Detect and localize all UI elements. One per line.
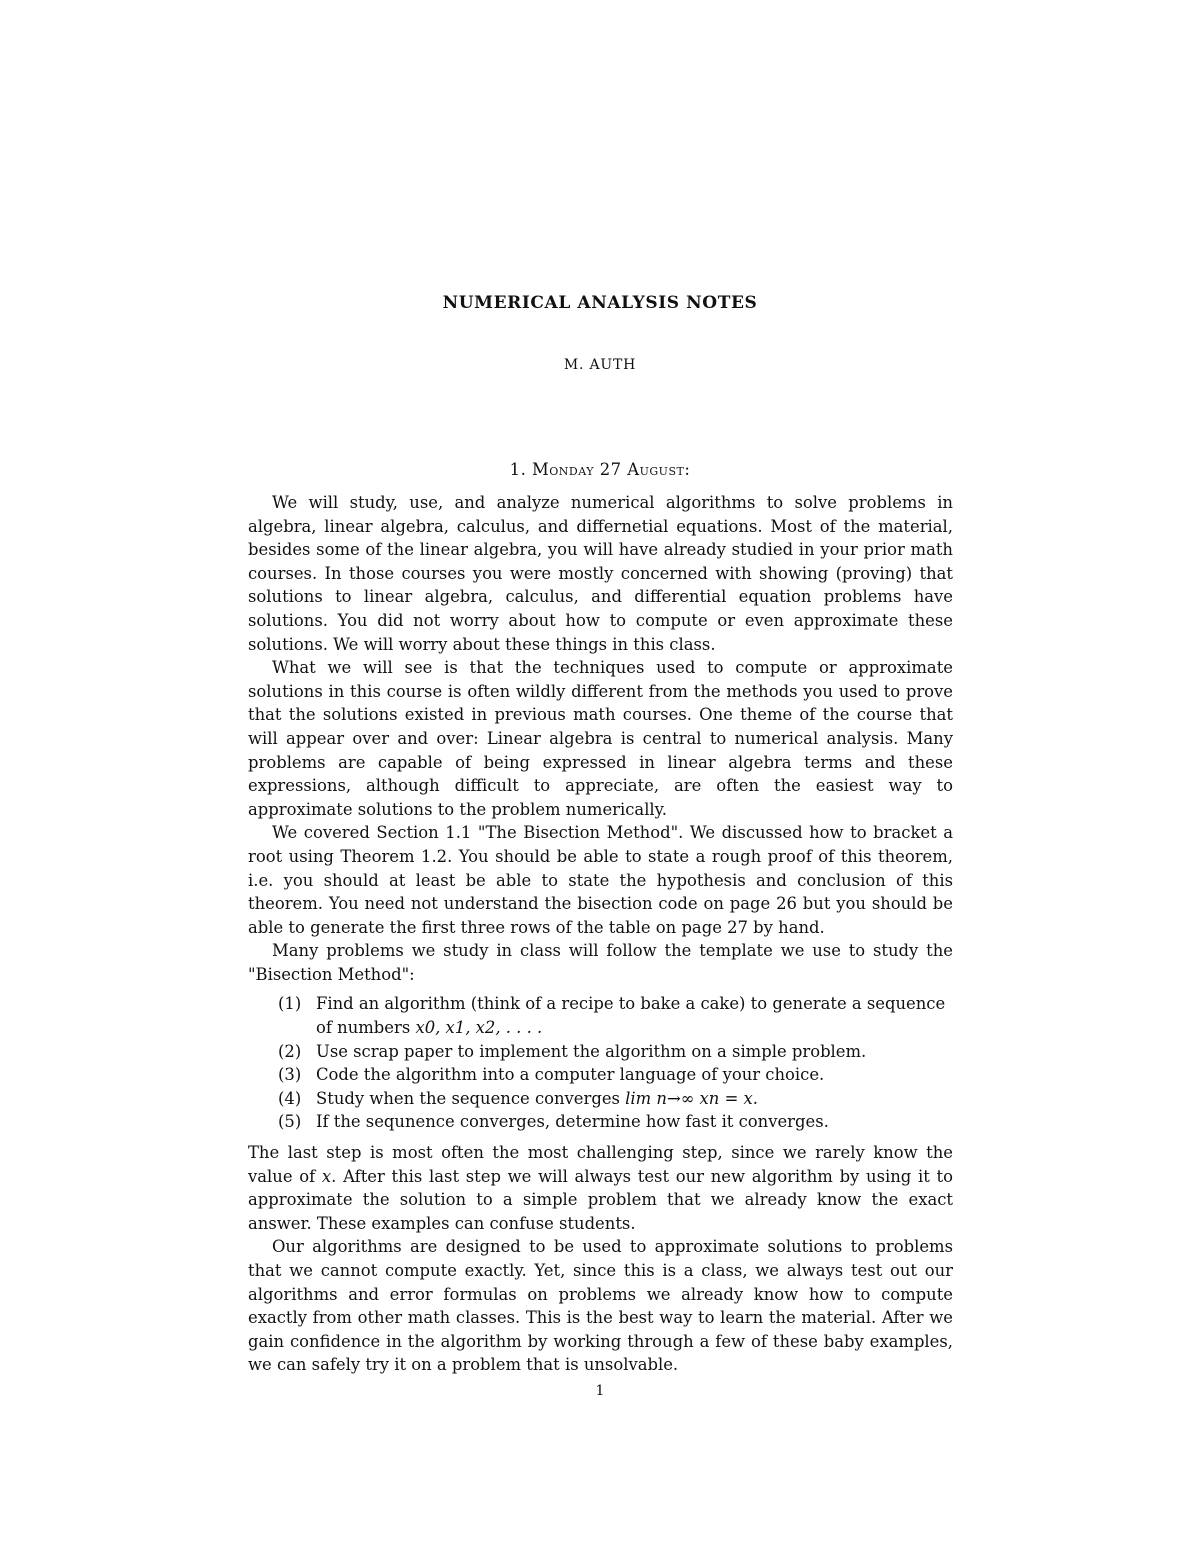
section-number: 1. (509, 460, 527, 479)
paragraph: Many problems we study in class will follow the template we use to study the "Bisection Method": (248, 941, 953, 984)
paragraph: We covered Section 1.1 "The Bisection Method". We discussed how to bracket a root using Theorem 1.2. You should be able to state a rough proof of this theorem, i.e. you should at least be able to state the hypothesis and conclusion of this theorem. You need not understand the bisection code on page 26 but you should be able to generate the first three rows of the table on page 27 by hand. (248, 823, 953, 937)
list-item-number: (2) (278, 1041, 302, 1061)
list-item-text: Code the algorithm into a computer language of your choice. (316, 1065, 825, 1085)
list-item-text: Study when the sequence converges (316, 1088, 620, 1108)
page-number: 1 (595, 1383, 605, 1399)
list-item (248, 1087, 953, 1111)
body-text (248, 491, 953, 1377)
paragraph-text: . After this last step we will always test our new algorithm by using it to approximate the solution to a simple problem that we already know the exact answer. These examples can confuse students. (248, 1166, 953, 1233)
paragraph: Our algorithms are designed to be used to approximate solutions to problems that we cannot compute exactly. Yet, since this is a class, we always test out our algorithms and error formulas on problems we already know how to compute exactly from other math classes. This is the best way to learn the material. After we gain confidence in the algorithm by working through a few of these baby examples, we can safely try it on a problem that is unsolvable. (248, 1237, 953, 1375)
list-item-number: (4) (278, 1088, 302, 1108)
list-item-text: Find an algorithm (think of a recipe to bake a cake) to generate a sequence of numbers (316, 994, 946, 1038)
list-item-number: (5) (278, 1112, 302, 1132)
section-title: Monday 27 August: (532, 460, 691, 479)
list-item-number: (3) (278, 1065, 302, 1085)
paragraph: What we will see is that the techniques used to compute or approximate solutions in this course is often wildly different from the methods you used to prove that the solutions existed in previous math courses. One theme of the course that will appear over and over: Linear algebra is central to numerical analysis. Many problems are capable of being expressed in linear algebra terms and these expressions, although difficult to appreciate, are often the easiest way to approximate solutions to the problem numerically. (248, 658, 953, 819)
math-variable: x (321, 1166, 332, 1186)
list-item (248, 992, 953, 1039)
list-item-number: (1) (278, 994, 302, 1014)
section-heading (0, 458, 1200, 482)
limit-math: lim n→∞ xn = x. (625, 1088, 758, 1108)
paragraph-text: The last step is most often the most challenging step, since we rarely know the value of (248, 1143, 953, 1186)
paragraph: We will study, use, and analyze numerical algorithms to solve problems in algebra, linear algebra, calculus, and differnetial equations. Most of the material, besides some of the linear algebra, you will have already studied in your prior math courses. In those courses you were mostly concerned with showing (proving) that solutions to linear algebra, calculus, and differential equation problems have solutions. You did not worry about how to compute or even approximate these solutions. We will worry about these things in this class. (248, 493, 953, 654)
list-item (248, 1063, 953, 1087)
author-name: M. AUTH (563, 357, 637, 373)
paragraph (248, 1141, 953, 1235)
template-steps-list (248, 992, 953, 1134)
paper-title: NUMERICAL ANALYSIS NOTES (442, 293, 758, 313)
list-item (248, 1110, 953, 1134)
list-item-text: Use scrap paper to implement the algorithm on a simple problem. (316, 1041, 867, 1061)
sequence-math: x0, x1, x2, . . . . (415, 1018, 543, 1038)
list-item (248, 1040, 953, 1064)
list-item-text: If the sequnence converges, determine how fast it converges. (316, 1112, 829, 1132)
